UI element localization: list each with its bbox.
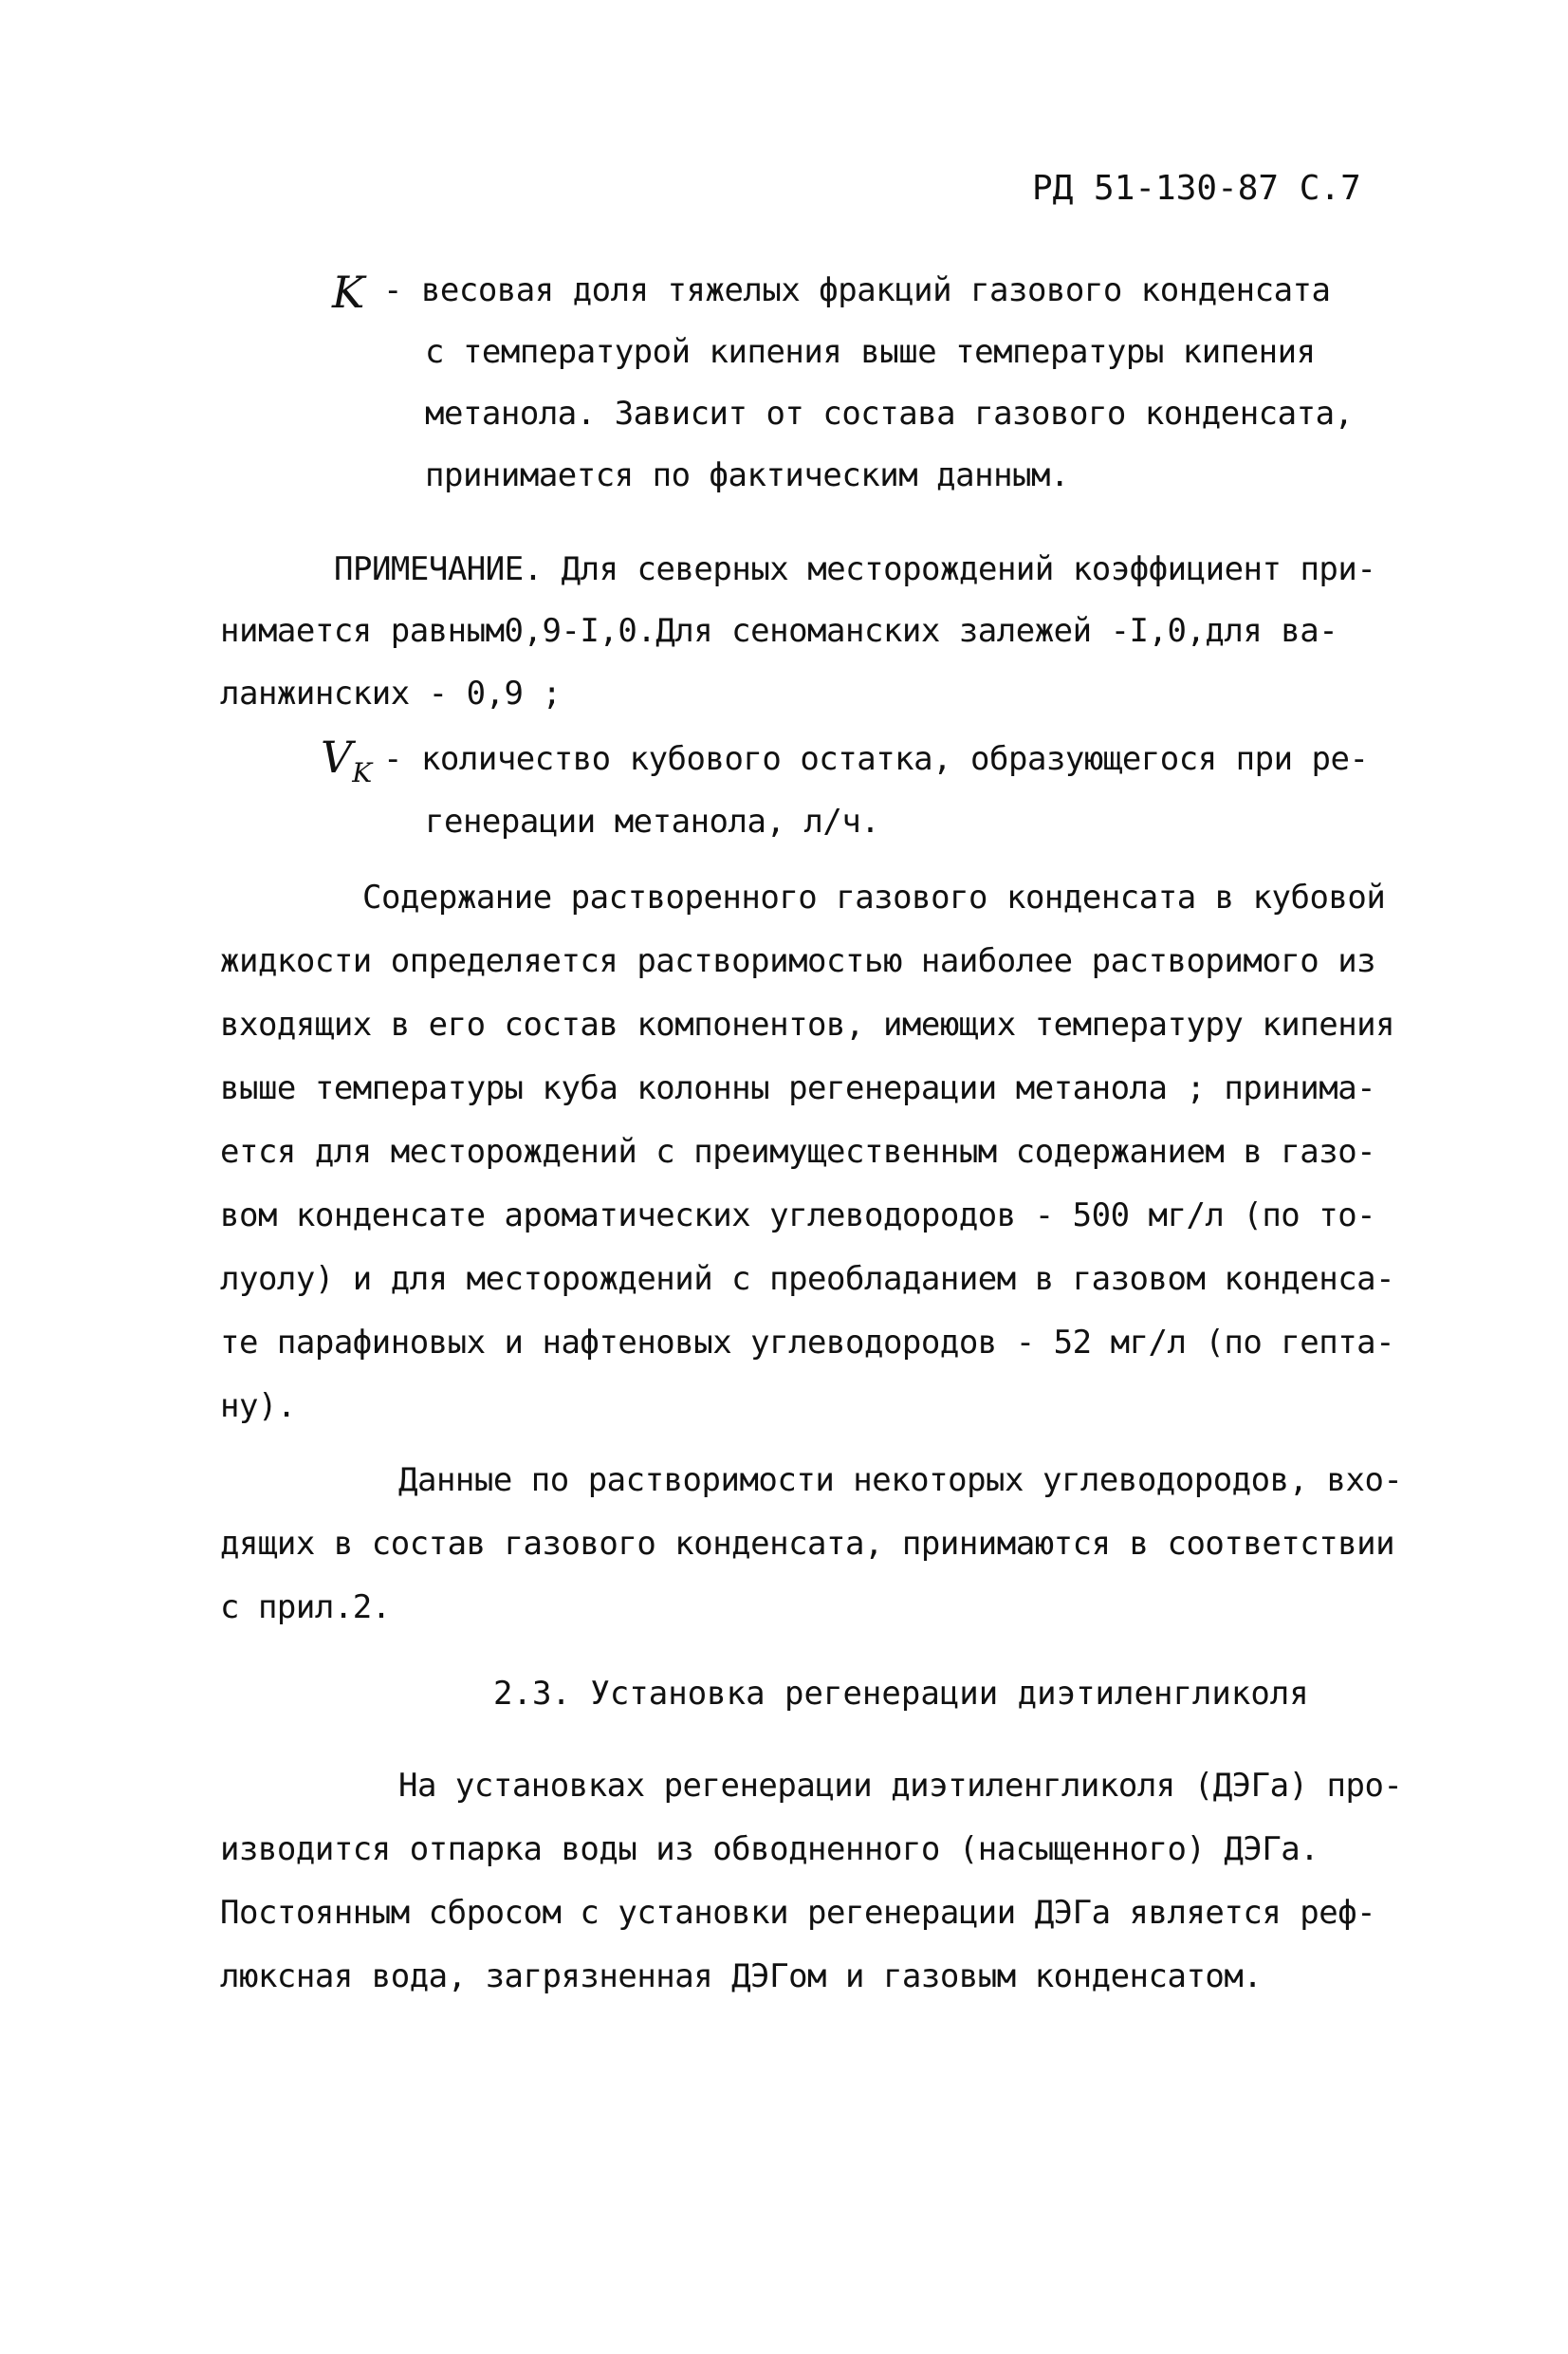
- document-reference: РД 51-130-87 С.7: [1032, 169, 1361, 208]
- symbol-vk: $V_K$: [321, 732, 373, 788]
- paragraph-1-line-3: входящих в его состав компонентов, имеющих температуру кипения: [220, 1006, 1395, 1044]
- paragraph-1-line-9: ну).: [220, 1387, 296, 1425]
- paragraph-1-line-4: выше температуры куба колонны регенерации метанола ; принима-: [220, 1069, 1376, 1107]
- definition-k-line-3: метанола. Зависит от состава газового конденсата,: [425, 395, 1354, 433]
- paragraph-1-line-2: жидкости определяется растворимостью наиболее растворимого из: [220, 942, 1376, 980]
- paragraph-3-line-2: изводится отпарка воды из обводненного (насыщенного) ДЭГа.: [220, 1830, 1319, 1868]
- paragraph-3-line-4: люксная вода, загрязненная ДЭГом и газовым конденсатом.: [220, 1957, 1263, 1995]
- symbol-vk-subscript: K: [352, 757, 373, 788]
- definition-k-line-4: принимается по фактическим данным.: [425, 456, 1069, 494]
- paragraph-1-line-7: луолу) и для месторождений с преобладанием в газовом конденса-: [220, 1260, 1395, 1298]
- paragraph-2-line-2: дящих в состав газового конденсата, принимаются в соответствии: [220, 1525, 1395, 1563]
- paragraph-1-line-8: те парафиновых и нафтеновых углеводородов - 52 мг/л (по гепта-: [220, 1324, 1395, 1362]
- paragraph-1-line-1: Содержание растворенного газового конденсата в кубовой: [362, 879, 1386, 917]
- paragraph-1-line-5: ется для месторождений с преимущественным содержанием в газо-: [220, 1133, 1376, 1171]
- symbol-k: K: [332, 267, 365, 318]
- paragraph-3-line-1: На установках регенерации диэтиленгликоля (ДЭГа) про-: [398, 1767, 1403, 1805]
- paragraph-1-line-6: вом конденсате ароматических углеводородов - 500 мг/л (по то-: [220, 1196, 1376, 1234]
- note-line-1: ПРИМЕЧАНИЕ. Для северных месторождений коэффициент при-: [334, 550, 1376, 588]
- paragraph-2-line-1: Данные по растворимости некоторых углеводородов, вхо-: [398, 1461, 1403, 1499]
- paragraph-2-line-3: с прил.2.: [220, 1588, 391, 1626]
- definition-k-line-1: - весовая доля тяжелых фракций газового конденсата: [383, 271, 1331, 309]
- note-line-3: ланжинских - 0,9 ;: [220, 675, 562, 713]
- definition-vk-line-2: генерации метанола, л/ч.: [425, 803, 880, 841]
- note-line-2: нимается равным0,9-I,0.Для сеноманских залежей -I,0,для ва-: [220, 612, 1338, 650]
- definition-vk-line-1: - количество кубового остатка, образующегося при ре-: [383, 740, 1369, 778]
- section-heading: 2.3. Установка регенерации диэтиленгликоля: [493, 1675, 1309, 1713]
- paragraph-3-line-3: Постоянным сбросом с установки регенерации ДЭГа является реф-: [220, 1894, 1376, 1932]
- definition-k-line-2: с температурой кипения выше температуры кипения: [425, 333, 1316, 371]
